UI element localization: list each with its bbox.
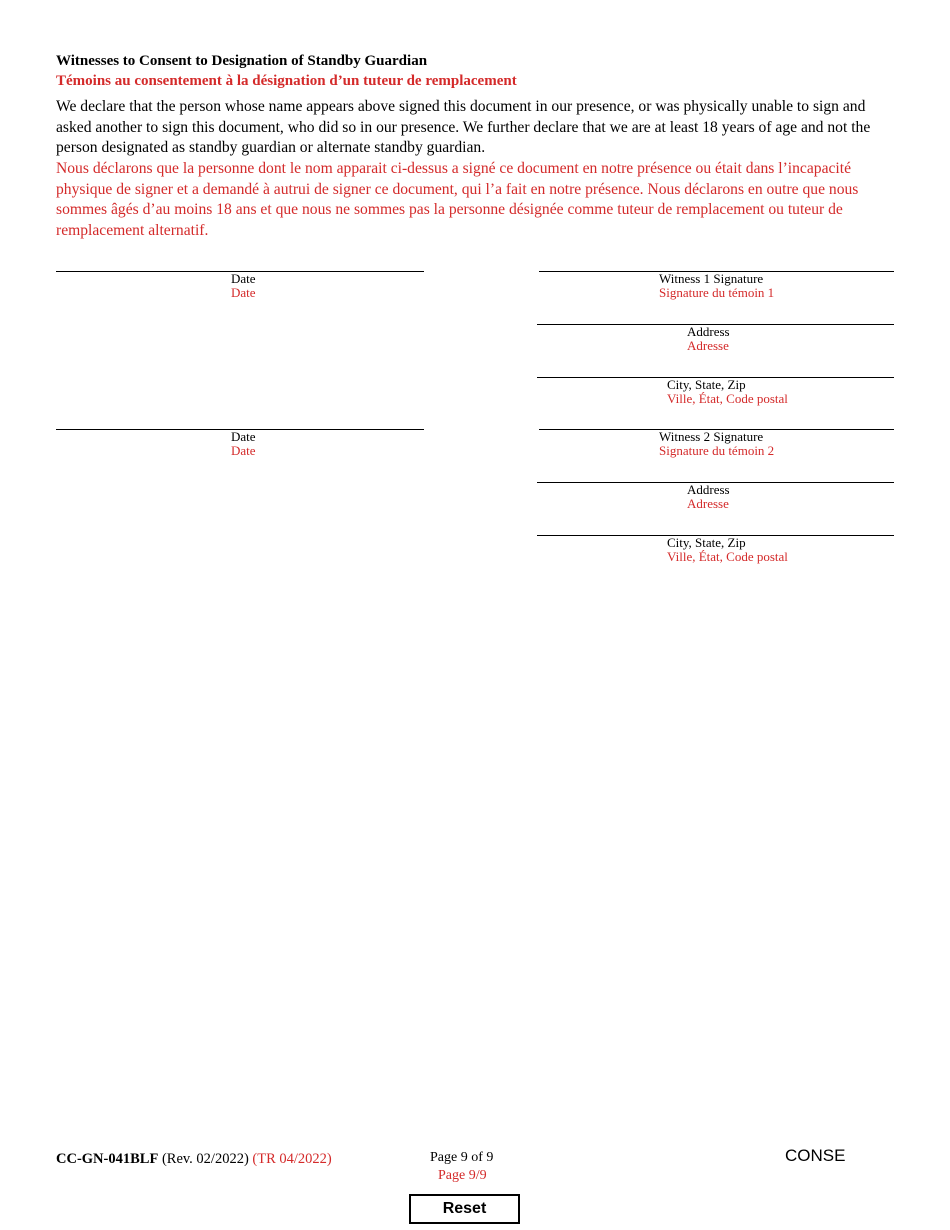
witness2-address-label: Address — [687, 482, 730, 497]
section-title: Witnesses to Consent to Designation of Standby Guardian — [56, 53, 428, 69]
witness2-signature-label: Witness 2 Signature — [659, 429, 764, 444]
form-revision: (Rev. 02/2022) — [161, 1151, 249, 1167]
declaration-text-french: Nous déclarons que la personne dont le nom apparait ci-dessus a signé ce document en notre présence ou était dans l’incapacité physique de signer et a demandé à autrui de signer ce document, qui l’a fait en notre présence. Nous déclarons en outre que nous sommes âgés d’au moins 18 ans et que nous ne sommes pas la personne désignée comme tuteur de remplacement ou tuteur de remplacement alternatif. — [56, 160, 859, 239]
witness1-city-label-french: Ville, État, Code postal — [667, 391, 788, 406]
witness1-signature-label-french: Signature du témoin 1 — [659, 285, 775, 300]
section-title-french: Témoins au consentement à la désignation d’un tuteur de remplacement — [56, 73, 517, 89]
form-code — [56, 1151, 332, 1168]
form-tag: CONSE — [785, 1146, 846, 1165]
witness1-city-label: City, State, Zip — [667, 377, 746, 392]
reset-button[interactable]: Reset — [409, 1194, 520, 1224]
page-number: Page 9 of 9 — [430, 1150, 494, 1165]
witness1-address-label: Address — [687, 324, 730, 339]
form-number: CC-GN-041BLF — [56, 1151, 159, 1167]
witness1-address-label-french: Adresse — [687, 338, 729, 353]
page-number-french: Page 9/9 — [438, 1168, 487, 1183]
witness1-date-label: Date — [231, 271, 256, 286]
witness2-city-label-french: Ville, État, Code postal — [667, 549, 788, 564]
witness1-signature-label: Witness 1 Signature — [659, 271, 764, 286]
witness2-address-label-french: Adresse — [687, 496, 729, 511]
witness2-signature-label-french: Signature du témoin 2 — [659, 443, 775, 458]
witness2-date-label-french: Date — [231, 443, 256, 458]
declaration-text: We declare that the person whose name appears above signed this document in our presence, or was physically unable to sign and asked another to sign this document, who did so in our presence. We further declare that we are at least 18 years of age and not the person designated as standby guardian or alternate standby guardian. — [56, 98, 871, 156]
witness2-date-label: Date — [231, 429, 256, 444]
witness1-date-label-french: Date — [231, 285, 256, 300]
witness2-city-label: City, State, Zip — [667, 535, 746, 550]
form-translation-revision: (TR 04/2022) — [252, 1151, 332, 1167]
